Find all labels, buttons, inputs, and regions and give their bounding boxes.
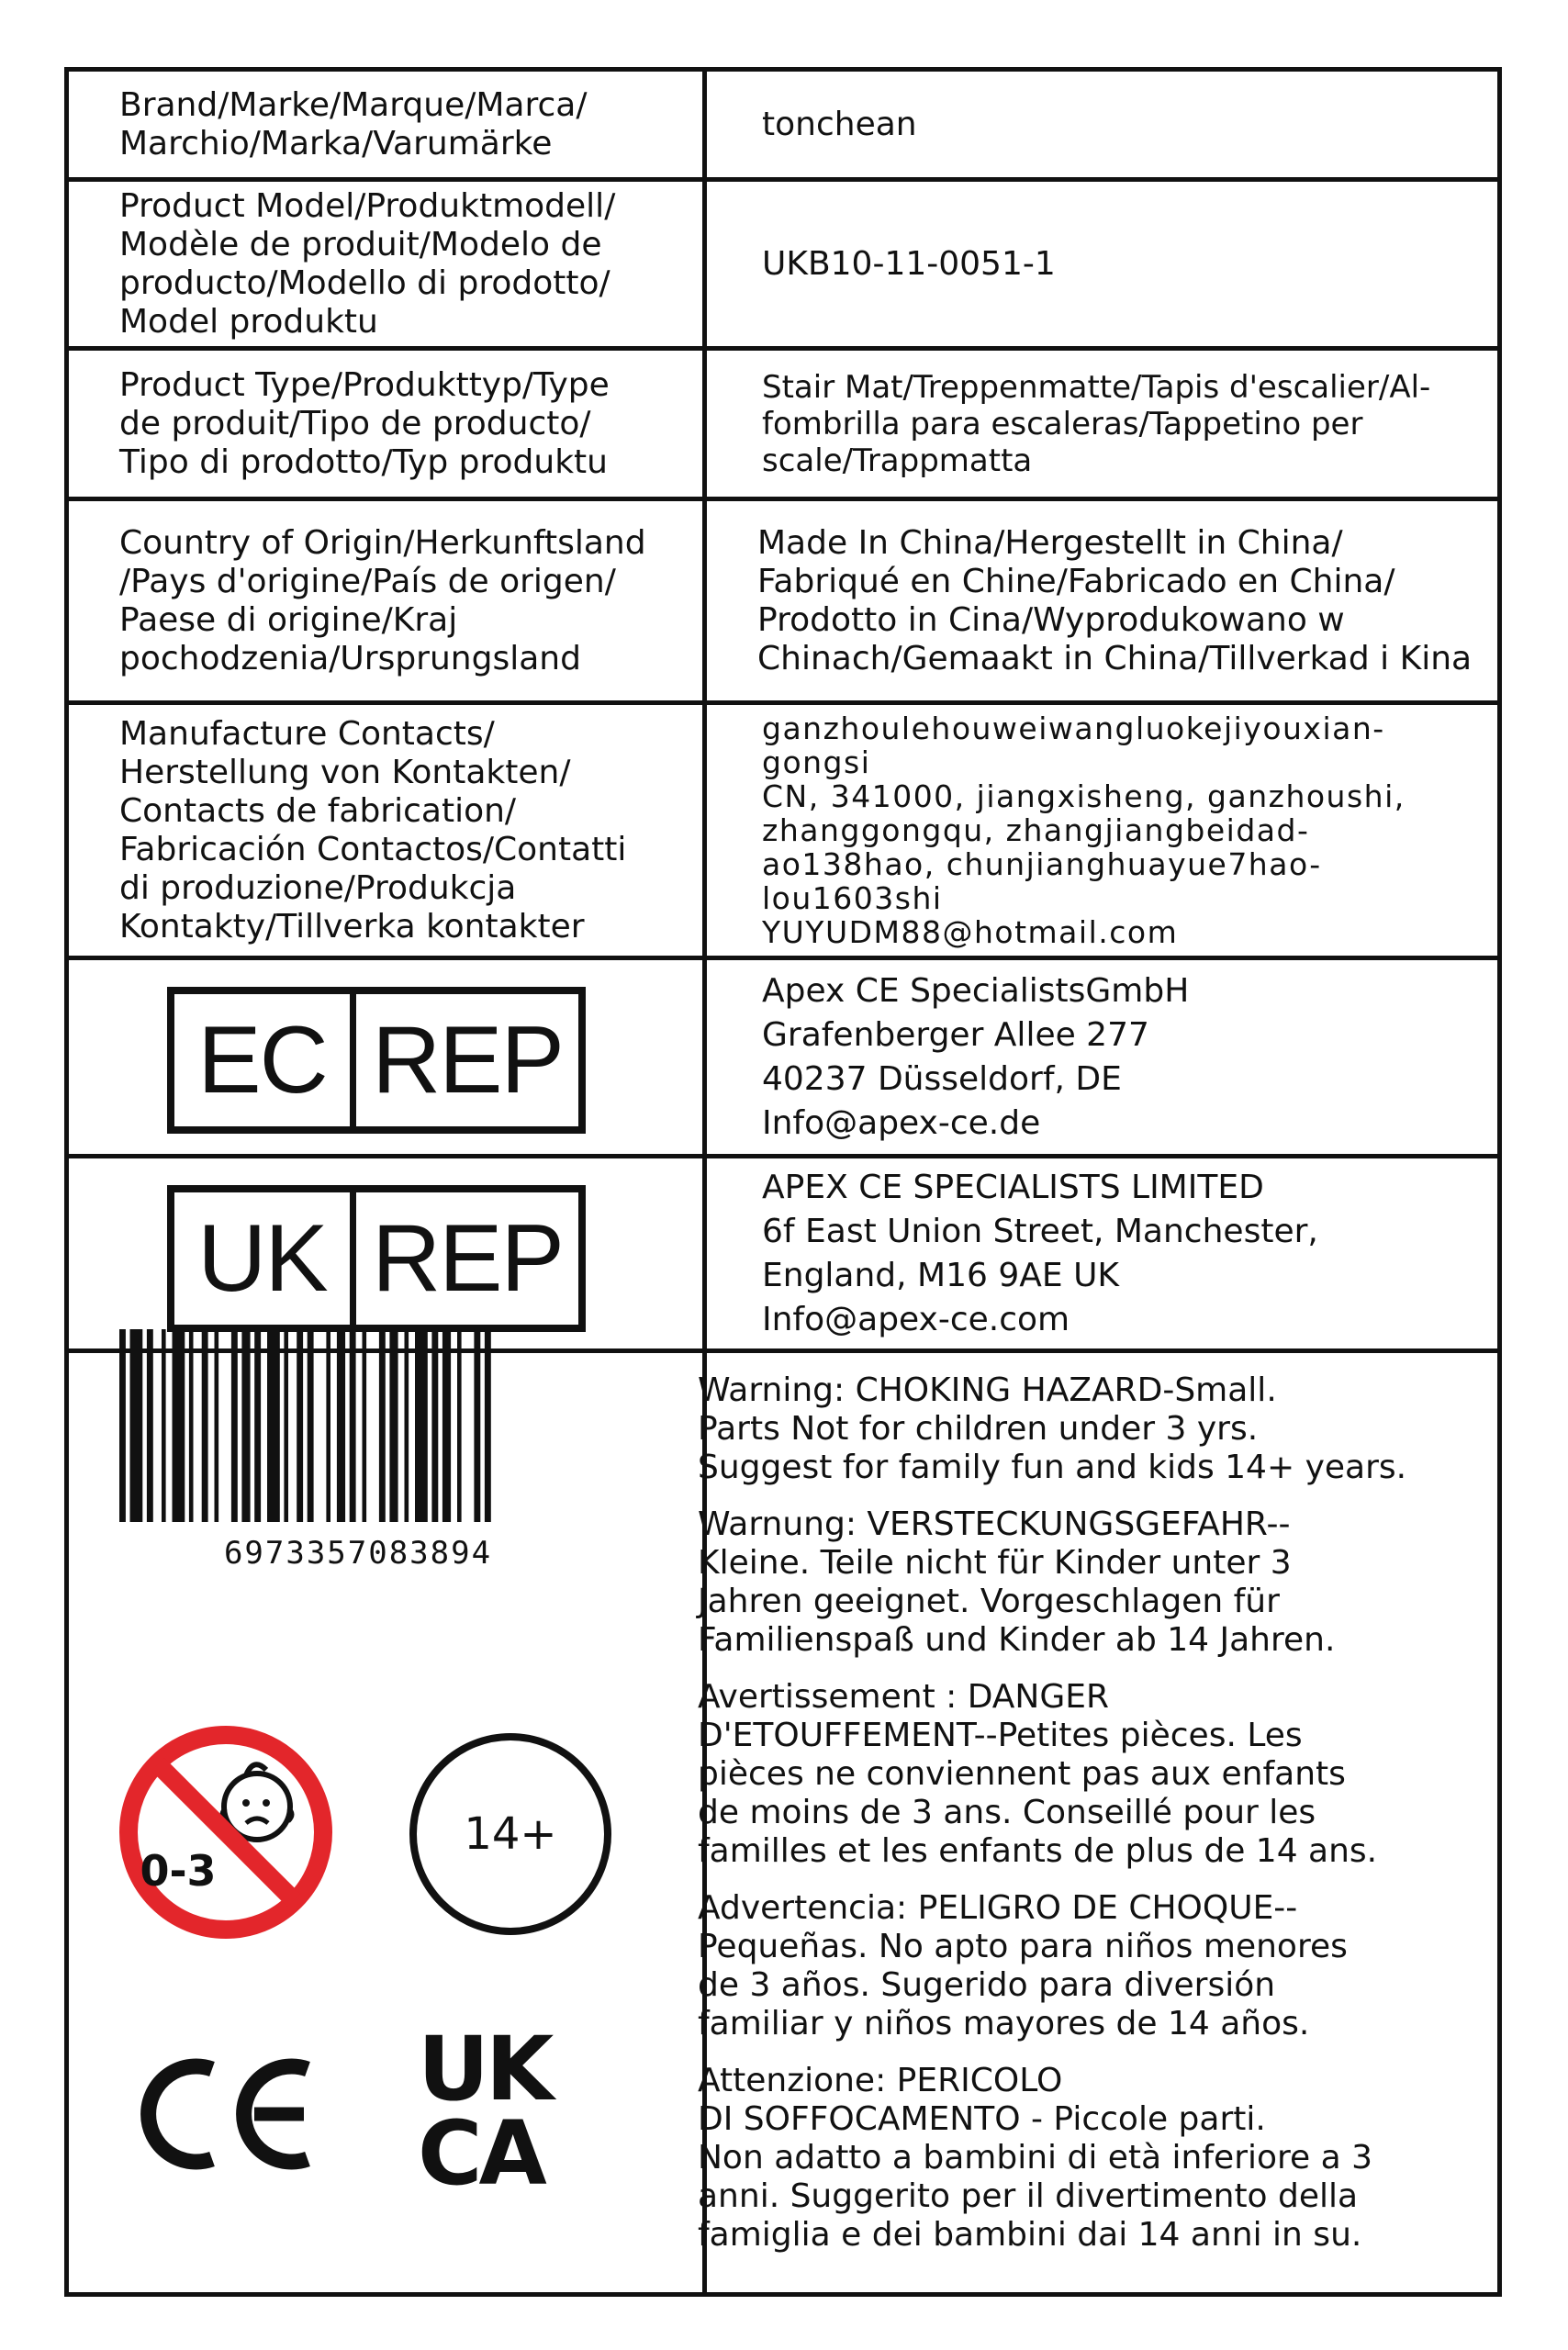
value-line: lou1603shi [762, 880, 943, 916]
type-value-cell [707, 351, 1497, 497]
warning-line: de 3 años. Sugerido para diversión [698, 1966, 1276, 2004]
brand-value: tonchean [762, 105, 917, 143]
label-line: Modèle de produit/Modelo de [119, 225, 602, 263]
ec-rep-value-cell [707, 960, 1497, 1154]
label-line: Marchio/Marka/Varumärke [119, 124, 553, 162]
warning-fr [698, 1678, 1487, 1871]
uk-rep-left: UK [197, 1204, 327, 1312]
contacts-value-cell [707, 705, 1497, 956]
type-label-cell [69, 351, 702, 497]
ukca-bottom: CA [418, 2102, 543, 2205]
value-line: 6f East Union Street, Manchester, [762, 1212, 1318, 1250]
model-label [119, 187, 615, 341]
type-label [119, 366, 610, 482]
label-line: Contacts de fabrication/ [119, 791, 517, 830]
value-line: Apex CE SpecialistsGmbH [762, 971, 1190, 1010]
uk-rep-address [762, 1166, 1318, 1342]
value-line: scale/Trappmatta [762, 442, 1033, 479]
label-line: Product Model/Produktmodell/ [119, 186, 616, 225]
contacts-value [762, 711, 1406, 949]
warning-line: famiglia e dei bambini dai 14 anni in su. [698, 2216, 1362, 2254]
label-line: Tipo di prodotto/Typ produktu [119, 442, 608, 481]
value-line: Stair Mat/Treppenmatte/Tapis d'escalier/Al- [762, 368, 1431, 406]
value-line: Fabriqué en Chine/Fabricado en China/ [757, 562, 1395, 600]
warning-line: familles et les enfants de plus de 14 ans. [698, 1832, 1378, 1870]
uk-rep-symbol [167, 1185, 586, 1332]
value-line: Chinach/Gemaakt in China/Tillverkad i Kina [757, 639, 1473, 677]
uk-rep-right: REP [372, 1204, 563, 1312]
ce-mark-icon [133, 2054, 317, 2174]
warning-line: D'ETOUFFEMENT--Petites pièces. Les [698, 1717, 1303, 1754]
label-line: Herstellung von Kontakten/ [119, 753, 571, 791]
warning-line: familiar y niños mayores de 14 años. [698, 2005, 1310, 2042]
value-line: Grafenberger Allee 277 [762, 1015, 1149, 1054]
brand-label-cell [69, 72, 702, 177]
origin-label-cell [69, 501, 702, 700]
label-line: pochodzenia/Ursprungsland [119, 639, 581, 677]
warning-line: Jahren geeignet. Vorgeschlagen für [698, 1583, 1280, 1620]
warning-line: Familienspaß und Kinder ab 14 Jahren. [698, 1621, 1336, 1659]
barcode [119, 1329, 606, 1550]
value-line: 40237 Düsseldorf, DE [762, 1059, 1122, 1098]
warning-line: Pequeñas. No apto para niños menores [698, 1928, 1348, 1965]
label-line: Product Type/Produkttyp/Type [119, 365, 610, 404]
origin-value-cell [707, 501, 1497, 700]
label-line: Manufacture Contacts/ [119, 714, 495, 753]
value-line: Prodotto in Cina/Wyprodukowano w [757, 600, 1345, 639]
value-line: zhanggongqu, zhangjiangbeidad- [762, 812, 1310, 848]
warning-line: Warnung: VERSTECKUNGSGEFAHR-- [698, 1505, 1291, 1543]
value-line: fombrilla para escaleras/Tappetino per [762, 405, 1363, 442]
value-line: gongsi [762, 744, 871, 780]
brand-label [119, 86, 587, 163]
value-line: CN, 341000, jiangxisheng, ganzhoushi, [762, 778, 1406, 814]
label-line: di produzione/Produkcja [119, 868, 517, 907]
ec-rep-divider [350, 994, 356, 1126]
label-line: Fabricación Contactos/Contatti [119, 830, 627, 868]
warning-line: Suggest for family fun and kids 14+ years. [698, 1449, 1407, 1486]
value-line: England, M16 9AE UK [762, 1256, 1120, 1294]
model-value: UKB10-11-0051-1 [762, 244, 1056, 283]
age-14-plus-icon [404, 1728, 617, 1941]
value-line: Info@apex-ce.com [762, 1300, 1070, 1338]
warning-de [698, 1505, 1487, 1660]
value-line: APEX CE SPECIALISTS LIMITED [762, 1168, 1264, 1206]
ukca-top: UK [418, 2018, 551, 2121]
value-line: YUYUDM88@hotmail.com [762, 914, 1179, 950]
origin-value [757, 524, 1472, 678]
uk-rep-value-cell [707, 1158, 1497, 1348]
warning-line: Attenzione: PERICOLO [698, 2062, 1063, 2099]
age-0-3-text: 0-3 [140, 1846, 217, 1896]
warning-es [698, 1889, 1487, 2043]
barcode-number: 6973357083894 [223, 1535, 493, 1572]
warning-line: pièces ne conviennent pas aux enfants [698, 1755, 1346, 1793]
label-line: de produit/Tipo de producto/ [119, 404, 591, 442]
type-value [762, 369, 1430, 479]
label-line: Country of Origin/Herkunftsland [119, 523, 646, 562]
value-line: ganzhoulehouweiwangluokejiyouxian- [762, 711, 1385, 746]
warning-line: Parts Not for children under 3 yrs. [698, 1410, 1259, 1448]
warning-it [698, 2062, 1487, 2255]
ec-rep-right: REP [372, 1006, 563, 1113]
ukca-mark-icon [418, 2018, 583, 2210]
model-value-cell [707, 182, 1497, 346]
warning-line: Avertissement : DANGER [698, 1678, 1110, 1716]
warning-line: Advertencia: PELIGRO DE CHOQUE-- [698, 1889, 1298, 1927]
contacts-label [119, 715, 626, 946]
warning-line: de moins de 3 ans. Conseillé pour les [698, 1794, 1316, 1831]
label-line: producto/Modello di prodotto/ [119, 263, 610, 302]
warning-line: Warning: CHOKING HAZARD-Small. [698, 1371, 1277, 1409]
label-line: Model produktu [119, 302, 378, 341]
warning-line: DI SOFFOCAMENTO - Piccole parti. [698, 2100, 1266, 2138]
age-14-plus-text: 14+ [464, 1808, 557, 1860]
warning-en [698, 1371, 1487, 1487]
uk-rep-divider [350, 1192, 356, 1325]
origin-label [119, 524, 646, 678]
warning-line: anni. Suggerito per il divertimento della [698, 2177, 1359, 2215]
ec-rep-address [762, 969, 1189, 1146]
label-line: Kontakty/Tillverka kontakter [119, 907, 585, 946]
warning-line: Non adatto a bambini di età inferiore a 3 [698, 2139, 1373, 2177]
no-under-3-icon [118, 1724, 334, 1941]
label-line: Brand/Marke/Marque/Marca/ [119, 85, 588, 124]
contacts-label-cell [69, 705, 702, 956]
value-line: Info@apex-ce.de [762, 1103, 1041, 1142]
value-line: ao138hao, chunjianghuayue7hao- [762, 846, 1322, 882]
model-label-cell [69, 182, 702, 346]
warning-line: Kleine. Teile nicht für Kinder unter 3 [698, 1544, 1292, 1582]
brand-value-cell [707, 72, 1497, 177]
ec-rep-left: EC [197, 1006, 327, 1113]
ec-rep-symbol [167, 987, 586, 1134]
value-line: Made In China/Hergestellt in China/ [757, 523, 1343, 562]
label-line: Paese di origine/Kraj [119, 600, 458, 639]
label-line: /Pays d'origine/País de origen/ [119, 562, 616, 600]
